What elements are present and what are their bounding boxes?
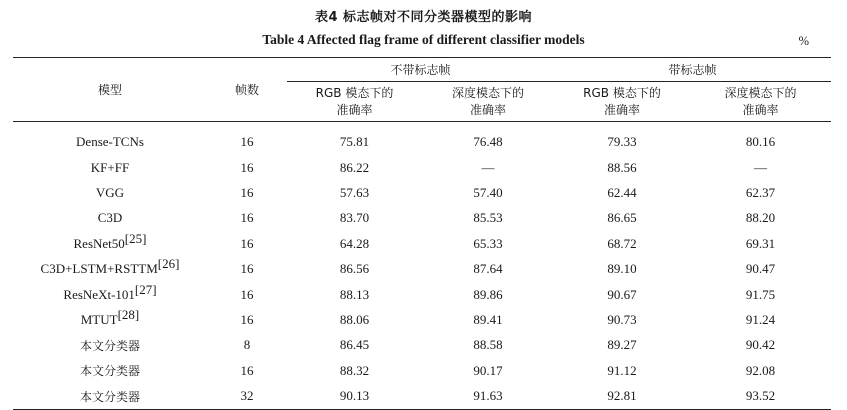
cell-rgb-with	[554, 307, 690, 332]
cell-frames-text: 16	[240, 362, 254, 378]
cell-model-text: MTUT	[80, 312, 118, 328]
cell-depth-without	[422, 384, 554, 410]
header-line: RGB 模态下的	[583, 85, 661, 100]
cell-model	[13, 307, 207, 332]
header-line: 准确率	[742, 102, 779, 117]
cell-depth-with	[690, 231, 831, 256]
reference-marker: [26]	[157, 256, 180, 272]
cell-model-text: KF+FF	[90, 159, 130, 175]
cell-depth-without	[422, 206, 554, 231]
results-table	[13, 57, 831, 410]
cell-frames-text: 16	[240, 133, 254, 149]
cell-frames	[207, 231, 287, 256]
cell-model	[13, 282, 207, 307]
cell-rgb-without-text: 88.32	[339, 362, 370, 378]
cell-rgb-with	[554, 231, 690, 256]
cell-depth-with-text: 90.42	[745, 337, 776, 353]
cell-frames	[207, 206, 287, 231]
cell-rgb-with	[554, 333, 690, 358]
cell-rgb-without	[287, 180, 422, 205]
table-row	[13, 333, 831, 358]
cell-depth-without	[422, 155, 554, 180]
cell-model-text: 本文分类器	[79, 338, 140, 353]
cell-rgb-with-text: 79.33	[607, 133, 637, 149]
cell-frames-text: 16	[240, 159, 254, 175]
cell-model	[13, 155, 207, 180]
cell-depth-with-text: 91.24	[745, 312, 776, 328]
table-row	[13, 257, 831, 282]
cell-depth-with	[690, 358, 831, 383]
cell-depth-with-text: 62.37	[745, 185, 776, 201]
cell-frames-text: 32	[240, 388, 254, 404]
cell-depth-without	[422, 122, 554, 156]
cell-depth-with-text: 88.20	[745, 210, 776, 226]
cell-depth-with-text: 93.52	[745, 388, 776, 404]
cell-depth-with-text: 69.31	[745, 235, 776, 251]
cell-rgb-without-text: 86.56	[339, 261, 370, 277]
cell-depth-without	[422, 231, 554, 256]
cell-rgb-without-text: 90.13	[339, 388, 370, 404]
cell-frames-text: 16	[240, 312, 254, 328]
cell-rgb-without	[287, 282, 422, 307]
cell-depth-without-text: 57.40	[473, 185, 503, 201]
cell-rgb-with	[554, 282, 690, 307]
cell-depth-without-text: 88.58	[473, 337, 503, 353]
header-rgb-accuracy-without	[287, 82, 422, 122]
cell-frames-text: 16	[240, 185, 254, 201]
cell-rgb-without-text: 64.28	[339, 235, 370, 251]
cell-model-text: VGG	[95, 185, 125, 201]
cell-rgb-with	[554, 122, 690, 156]
cell-depth-without-text: —	[481, 159, 495, 175]
cell-rgb-without-text: 75.81	[339, 133, 370, 149]
cell-depth-with	[690, 122, 831, 156]
cell-depth-without	[422, 358, 554, 383]
table-row	[13, 122, 831, 156]
cell-depth-with	[690, 333, 831, 358]
reference-marker: [25]	[124, 230, 147, 246]
cell-rgb-without-text: 57.63	[339, 185, 370, 201]
cell-model	[13, 122, 207, 156]
cell-depth-without-text: 87.64	[473, 261, 503, 277]
cell-depth-with-text: 80.16	[745, 133, 776, 149]
table-row	[13, 155, 831, 180]
cell-depth-without-text: 89.41	[473, 312, 503, 328]
cell-model-text: 本文分类器	[79, 364, 140, 379]
cell-depth-without-text: 91.63	[473, 388, 503, 404]
cell-rgb-without-text: 88.06	[339, 312, 370, 328]
cell-model-text: C3D	[97, 210, 123, 226]
cell-frames	[207, 307, 287, 332]
cell-rgb-without	[287, 384, 422, 410]
header-model: 模型	[97, 83, 122, 97]
cell-model-text: C3D+LSTM+RSTTM	[40, 261, 158, 277]
cell-rgb-with	[554, 257, 690, 282]
cell-depth-without	[422, 257, 554, 282]
cell-rgb-without-text: 86.22	[339, 159, 370, 175]
cell-model-text: ResNeXt-101	[63, 286, 135, 302]
cell-rgb-without	[287, 307, 422, 332]
reference-marker: [28]	[117, 307, 140, 323]
table-caption-en: Table 4 Affected flag frame of different classifier models	[262, 32, 585, 47]
cell-frames	[207, 282, 287, 307]
cell-frames-text: 8	[243, 337, 251, 353]
cell-rgb-with	[554, 384, 690, 410]
header-rgb-accuracy-with	[554, 82, 690, 122]
table-body	[13, 122, 831, 410]
cell-rgb-with-text: 88.56	[607, 159, 637, 175]
cell-model	[13, 333, 207, 358]
cell-depth-without	[422, 333, 554, 358]
table-row	[13, 282, 831, 307]
table-row	[13, 180, 831, 205]
cell-rgb-without-text: 86.45	[339, 337, 370, 353]
cell-rgb-with-text: 62.44	[607, 185, 637, 201]
cell-rgb-without	[287, 358, 422, 383]
cell-rgb-without	[287, 122, 422, 156]
cell-rgb-with-text: 89.10	[607, 261, 637, 277]
cell-depth-without-text: 85.53	[473, 210, 503, 226]
cell-frames-text: 16	[240, 261, 254, 277]
header-group-without-flag: 不带标志帧	[287, 58, 554, 82]
cell-frames-text: 16	[240, 210, 254, 226]
cell-depth-without-text: 89.86	[473, 286, 503, 302]
cell-depth-with	[690, 307, 831, 332]
cell-rgb-with	[554, 155, 690, 180]
cell-depth-with-text: —	[754, 159, 768, 175]
cell-frames	[207, 333, 287, 358]
cell-frames	[207, 257, 287, 282]
header-line: 准确率	[604, 102, 641, 117]
cell-depth-with	[690, 384, 831, 410]
cell-model	[13, 358, 207, 383]
cell-rgb-without	[287, 257, 422, 282]
cell-rgb-without-text: 83.70	[339, 210, 370, 226]
table-row	[13, 206, 831, 231]
reference-marker: [27]	[134, 281, 157, 297]
cell-depth-with-text: 91.75	[745, 286, 776, 302]
cell-rgb-without	[287, 206, 422, 231]
header-depth-accuracy-with	[690, 82, 831, 122]
header-line: 准确率	[336, 102, 373, 117]
cell-rgb-with-text: 90.73	[607, 312, 637, 328]
cell-rgb-without	[287, 333, 422, 358]
cell-model	[13, 206, 207, 231]
cell-depth-without-text: 76.48	[473, 133, 503, 149]
cell-rgb-with-text: 91.12	[607, 362, 637, 378]
cell-rgb-with-text: 89.27	[607, 337, 637, 353]
cell-rgb-with-text: 68.72	[607, 235, 637, 251]
cell-rgb-with-text: 92.81	[607, 388, 637, 404]
cell-depth-with	[690, 206, 831, 231]
cell-model-text: ResNet50	[73, 235, 125, 251]
cell-depth-with	[690, 155, 831, 180]
table-row	[13, 384, 831, 410]
cell-rgb-with	[554, 358, 690, 383]
cell-rgb-without	[287, 155, 422, 180]
header-frames: 帧数	[234, 83, 259, 97]
table-caption-cn: 表4 标志帧对不同分类器模型的影响	[314, 10, 533, 25]
cell-model	[13, 384, 207, 410]
cell-model-text: Dense-TCNs	[76, 133, 144, 149]
cell-depth-with	[690, 180, 831, 205]
header-depth-accuracy-without	[422, 82, 554, 122]
header-group-with-flag: 带标志帧	[554, 58, 831, 82]
cell-frames	[207, 358, 287, 383]
cell-model	[13, 180, 207, 205]
unit-label: %	[798, 34, 809, 48]
header-line: 深度模态下的	[452, 85, 525, 100]
cell-depth-without-text: 90.17	[473, 362, 503, 378]
cell-depth-without	[422, 180, 554, 205]
table-row	[13, 231, 831, 256]
cell-frames	[207, 155, 287, 180]
cell-rgb-with-text: 90.67	[607, 286, 637, 302]
cell-frames	[207, 384, 287, 410]
cell-depth-with-text: 92.08	[745, 362, 776, 378]
cell-depth-with	[690, 282, 831, 307]
cell-rgb-without	[287, 231, 422, 256]
cell-rgb-with	[554, 206, 690, 231]
cell-rgb-with-text: 86.65	[607, 210, 637, 226]
cell-frames	[207, 180, 287, 205]
table-row	[13, 307, 831, 332]
cell-frames-text: 16	[240, 286, 254, 302]
cell-model	[13, 231, 207, 256]
cell-rgb-without-text: 88.13	[339, 286, 370, 302]
header-line: 深度模态下的	[724, 85, 797, 100]
cell-depth-with	[690, 257, 831, 282]
cell-depth-without	[422, 282, 554, 307]
table-row	[13, 358, 831, 383]
cell-frames	[207, 122, 287, 156]
header-line: RGB 模态下的	[315, 85, 394, 100]
cell-depth-with-text: 90.47	[745, 261, 776, 277]
cell-depth-without-text: 65.33	[473, 235, 503, 251]
cell-frames-text: 16	[240, 235, 254, 251]
cell-rgb-with	[554, 180, 690, 205]
cell-model	[13, 257, 207, 282]
header-line: 准确率	[470, 102, 507, 117]
cell-model-text: 本文分类器	[79, 389, 140, 404]
cell-depth-without	[422, 307, 554, 332]
